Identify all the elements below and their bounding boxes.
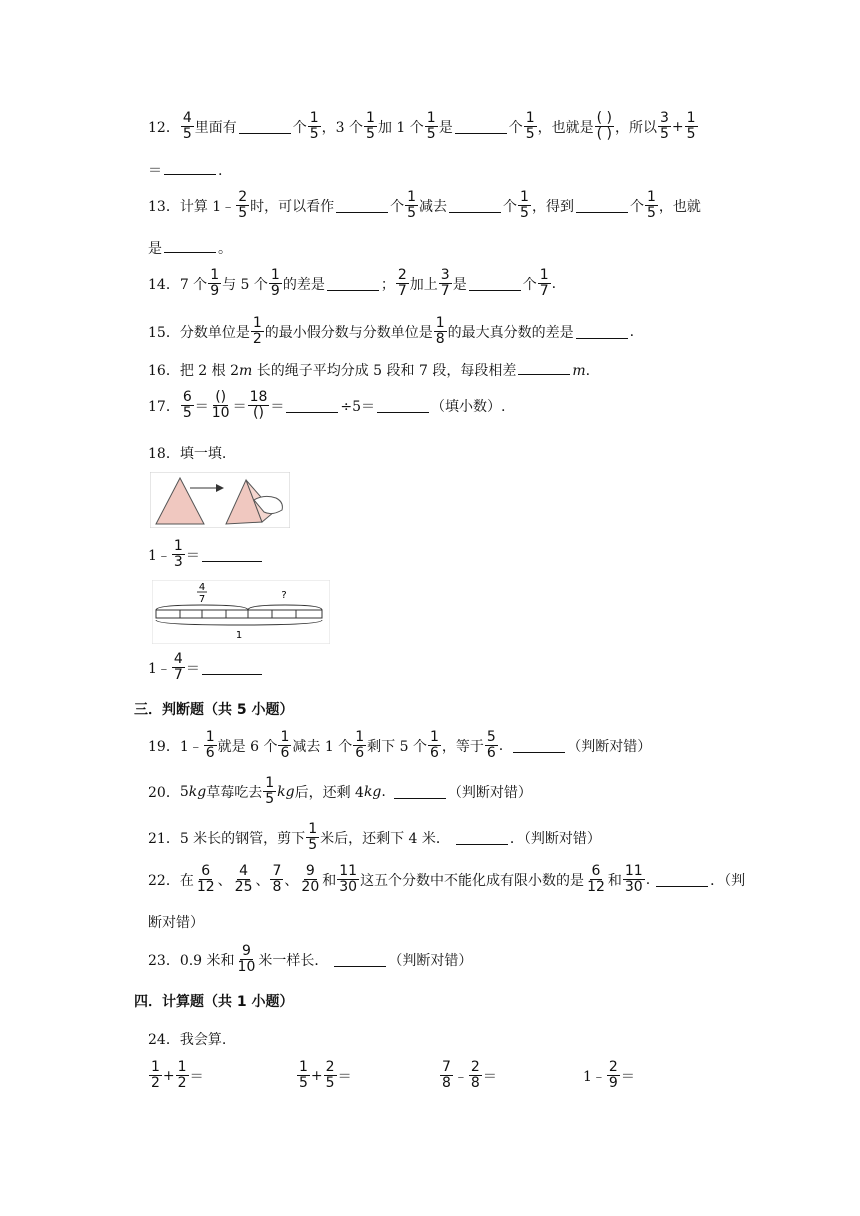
- section-heading-judgment: 三．判断题（共 5 小题）: [134, 702, 294, 718]
- fraction-1-7: $\frac{1}{7}$: [539, 267, 549, 299]
- fraction-2-8: $\frac{2}{8}$: [470, 1059, 480, 1091]
- answer-blank[interactable]: [286, 398, 338, 413]
- fraction-1-2: $\frac{1}{2}$: [177, 1059, 187, 1091]
- calc-item-4: 1﹣ $\frac{2}{9}$ ＝: [583, 1059, 635, 1091]
- fraction-11-30: $\frac{11}{30}$: [339, 863, 358, 895]
- fraction-1-5: $\frac{1}{5}$: [407, 189, 417, 221]
- answer-blank[interactable]: [202, 660, 262, 675]
- answer-blank[interactable]: [334, 952, 386, 967]
- fraction-blank[interactable]: $\frac{( )}{( )}$: [596, 110, 612, 142]
- answer-blank[interactable]: [327, 276, 379, 291]
- fraction-2-5: $\frac{2}{5}$: [325, 1059, 335, 1091]
- fraction-1-5: $\frac{1}{5}$: [646, 189, 656, 221]
- answer-blank[interactable]: [377, 398, 429, 413]
- calc-item-2: $\frac{1}{5}$ + $\frac{2}{5}$ ＝: [299, 1059, 352, 1091]
- fraction-11-30: $\frac{11}{30}$: [624, 863, 643, 895]
- expression-1: 1﹣ $\frac{1}{3}$ ＝: [148, 539, 264, 570]
- question-22-cont: 断对错）: [148, 915, 204, 931]
- fraction-5-6: $\frac{5}{6}$: [486, 729, 496, 761]
- answer-blank[interactable]: [576, 198, 628, 213]
- fraction-1-2: $\frac{1}{2}$: [151, 1059, 160, 1091]
- answer-blank[interactable]: [469, 276, 521, 291]
- fraction-1-6: $\frac{1}{6}$: [429, 729, 439, 761]
- question-number: 12．: [148, 119, 180, 136]
- fraction-1-6: $\frac{1}{6}$: [205, 729, 215, 761]
- fraction-1-9: $\frac{1}{9}$: [210, 267, 220, 299]
- fraction-18-blank[interactable]: $\frac{18}{()}$: [249, 389, 268, 421]
- answer-blank[interactable]: [576, 324, 628, 339]
- fraction-2-5: $\frac{2}{5}$: [238, 189, 248, 221]
- fraction-1-5: $\frac{1}{5}$: [525, 110, 535, 142]
- section-heading-calculation: 四．计算题（共 1 小题）: [134, 994, 294, 1010]
- answer-blank[interactable]: [656, 872, 708, 887]
- question-12: 12． $\frac{4}{5}$ 里面有 个 $\frac{1}{5}$ ，3 个 $\frac{1}{5}$ 加 1 个 $\frac{1}{5}$ 是 个 $\frac{1}{5}$ ，也就是 $\frac{( )}{( )}$ ，所以 $\frac{3}{5}$ + $\frac{1}{5}$: [148, 110, 696, 142]
- fraction-1-5: $\frac{1}{5}$: [265, 775, 275, 807]
- answer-blank[interactable]: [164, 160, 216, 175]
- fraction-6-5: $\frac{6}{5}$: [182, 389, 192, 421]
- answer-blank[interactable]: [513, 738, 565, 753]
- number-line-figure: [152, 580, 330, 644]
- fraction-7-8: $\frac{7}{8}$: [272, 863, 282, 895]
- fraction-4-5: $\frac{4}{5}$: [182, 110, 192, 142]
- top-fraction-numerator: 4: [198, 582, 206, 593]
- fraction-1-5: $\frac{1}{5}$: [520, 189, 529, 221]
- fraction-9-10: $\frac{9}{10}$: [237, 943, 256, 975]
- fraction-2-7: $\frac{2}{7}$: [397, 267, 407, 299]
- fraction-1-9: $\frac{1}{9}$: [270, 267, 280, 299]
- fraction-6-12: $\frac{6}{12}$: [587, 863, 605, 895]
- answer-blank[interactable]: [455, 119, 507, 134]
- answer-blank[interactable]: [336, 198, 388, 213]
- answer-blank[interactable]: [394, 784, 446, 799]
- fraction-1-8: $\frac{1}{8}$: [435, 315, 445, 347]
- fraction-1-6: $\frac{1}{6}$: [280, 729, 290, 761]
- question-21: 21． 5 米长的钢管，剪下 $\frac{1}{5}$ 米后，还剩下 4 米． ．（判断对错）: [148, 821, 601, 853]
- question-18: 18．填一填.: [148, 446, 227, 462]
- question-mark: ?: [281, 590, 287, 601]
- fraction-6-12: $\frac{6}{12}$: [196, 863, 215, 895]
- top-fraction-denominator: 7: [198, 594, 206, 605]
- fraction-blank-10[interactable]: $\frac{()}{10}$: [211, 389, 230, 421]
- answer-blank[interactable]: [164, 238, 216, 253]
- answer-blank[interactable]: [518, 360, 570, 375]
- question-12-cont: ＝ .: [148, 160, 222, 180]
- fraction-1-5: $\frac{1}{5}$: [299, 1059, 308, 1091]
- fraction-7-8: $\frac{7}{8}$: [442, 1059, 451, 1091]
- fraction-1-5: $\frac{1}{5}$: [366, 110, 375, 142]
- fraction-3-5: $\frac{3}{5}$: [659, 110, 669, 142]
- fraction-2-9: $\frac{2}{9}$: [608, 1059, 618, 1091]
- calc-item-3: $\frac{7}{8}$ ﹣ $\frac{2}{8}$ ＝: [442, 1059, 497, 1091]
- question-16: 16．把 2 根 2m 长的绳子平均分成 5 段和 7 段，每段相差 m.: [148, 360, 590, 380]
- question-23: 23． 0.9 米和 $\frac{9}{10}$ 米一样长． （判断对错）: [148, 943, 473, 975]
- fraction-4-7: $\frac{4}{7}$: [173, 651, 183, 683]
- fraction-1-5: $\frac{1}{5}$: [308, 821, 318, 853]
- triangle-fold-figure: [150, 472, 290, 528]
- answer-blank[interactable]: [449, 198, 501, 213]
- fraction-4-25: $\frac{4}{25}$: [234, 863, 253, 895]
- question-17: 17． $\frac{6}{5}$ ＝ $\frac{()}{10}$ ＝ $\frac{18}{()}$ ＝ ÷5＝ （填小数）.: [148, 389, 506, 421]
- question-20: 20． 5 kg 草莓吃去 $\frac{1}{5}$ kg 后，还剩 4 kg . （判断对错）: [148, 775, 532, 807]
- question-19: 19． 1﹣ $\frac{1}{6}$ 就是 6 个 $\frac{1}{6}$ 减去 1 个 $\frac{1}{6}$ 剩下 5 个 $\frac{1}{6}$ ，等于 $\frac{5}{6}$ . （判断对错）: [148, 729, 652, 761]
- answer-blank[interactable]: [239, 119, 291, 134]
- fraction-1-2: $\frac{1}{2}$: [252, 315, 262, 347]
- answer-blank[interactable]: [202, 547, 262, 562]
- fraction-3-7: $\frac{3}{7}$: [440, 267, 450, 299]
- question-14: 14． 7 个 $\frac{1}{9}$ 与 5 个 $\frac{1}{9}$ 的差是 ； $\frac{2}{7}$ 加上 $\frac{3}{7}$ 是 个 $\frac{1}{7}$ .: [148, 267, 557, 299]
- fraction-1-6: $\frac{1}{6}$: [355, 729, 365, 761]
- fraction-1-5: $\frac{1}{5}$: [309, 110, 319, 142]
- fraction-1-3: $\frac{1}{3}$: [173, 538, 183, 570]
- question-15: 15． 分数单位是 $\frac{1}{2}$ 的最小假分数与分数单位是 $\frac{1}{8}$ 的最大真分数的差是 .: [148, 315, 635, 347]
- question-13-cont: 是 。: [148, 238, 232, 258]
- expression-2: 1﹣ $\frac{4}{7}$ ＝: [148, 652, 264, 683]
- fraction-9-20: $\frac{9}{20}$: [301, 863, 320, 895]
- question-22: 22． 在 $\frac{6}{12}$ 、 $\frac{4}{25}$ 、 $\frac{7}{8}$ 、 $\frac{9}{20}$ 和 $\frac{11}{30}$ 这五个分数中不能化成有限小数的是 $\frac{6}{12}$ 和 $\frac{11}{30}$ . ．（判: [148, 863, 746, 895]
- bottom-label: 1: [235, 630, 243, 641]
- question-13: 13． 计算 1﹣ $\frac{2}{5}$ 时，可以看作 个 $\frac{1}{5}$ 减去 个 $\frac{1}{5}$ ，得到 个 $\frac{1}{5}$ ，也就: [148, 189, 701, 221]
- calc-item-1: $\frac{1}{2}$ + $\frac{1}{2}$ ＝: [151, 1059, 204, 1091]
- fraction-1-5: $\frac{1}{5}$: [686, 110, 696, 142]
- answer-blank[interactable]: [456, 830, 508, 845]
- fraction-1-5: $\frac{1}{5}$: [426, 110, 436, 142]
- question-24: 24．我会算.: [148, 1032, 227, 1048]
